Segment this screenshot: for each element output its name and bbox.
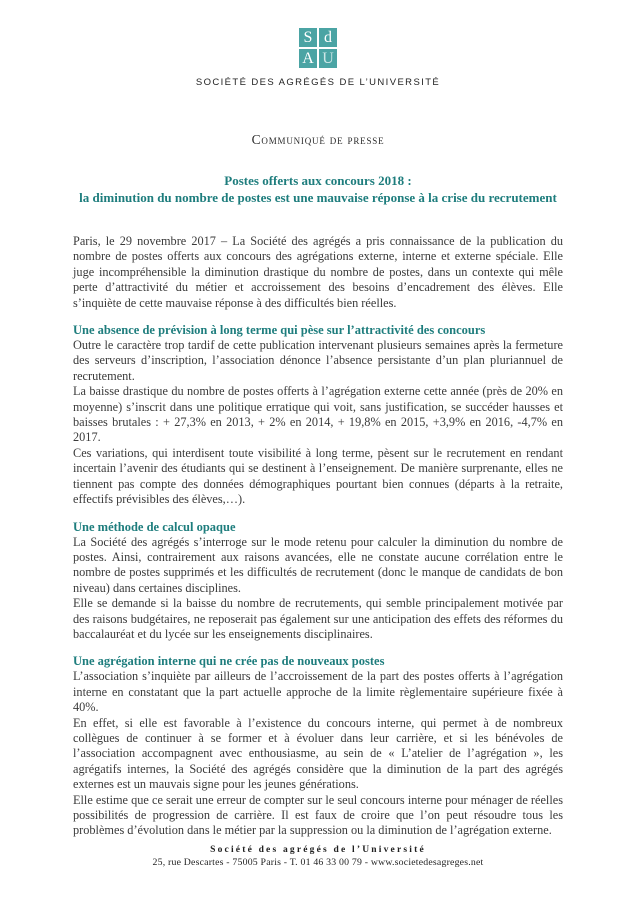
paragraph: La Société des agrégés s’interroge sur le mode retenu pour calculer la diminution du nombre de postes. Ainsi, contrairement aux raisons avancées, elle ne constate aucune corrélation entre le nombre de postes supprimés et les difficultés de recrutement (donc le manque de candidats de bon niveau) dans certaines disciplines. [73,534,563,595]
paragraph: L’association s’inquiète par ailleurs de l’accroissement de la part des postes offerts à l’agrégation interne en constatant que la part actuelle approche de la limite règlementaire supérieure fixée à 40%. [73,669,563,715]
section-heading: Une agrégation interne qui ne crée pas de nouveaux postes [73,654,385,669]
paragraph: Elle estime que ce serait une erreur de compter sur le seul concours interne pour ménager de réelles possibilités de progression de carrière. Il est faux de croire que l’on peut résoudre tous les problèmes d’évolution dans le métier par la suppression ou la diminution de l’agrégation externe. [73,792,563,838]
organization-name: SOCIÉTÉ DES AGRÉGÉS DE L’UNIVERSITÉ [195,77,441,88]
logo-letter-u: U [319,49,337,68]
intro-paragraph: Paris, le 29 novembre 2017 – La Société des agrégés a pris connaissance de la publication du nombre de postes offerts aux concours des agrégations externe, interne et externe spéciale. Elle juge incompréhensible la diminution drastique du nombre de postes, dans un contexte qui mêle perte d’attractivité du métier et accroissement des besoins d’encadrement des élèves. Elle s’inquiète de cette mauvaise réponse à des difficultés bien réelles. [73,234,563,310]
header [0,0,636,148]
section-attractivite [73,322,563,507]
logo-letter-d: d [319,28,337,47]
paragraph: Ces variations, qui interdisent toute visibilité à long terme, pèsent sur le recrutement en rendant incertain l’avenir des étudiants qui se destinent à l’enseignement. De manière surprenante, elles ne tiennent pas compte des données démographiques pourtant bien connues (départs à la retraite, effectifs prévisibles des élèves,…). [73,445,563,507]
paragraph: La baisse drastique du nombre de postes offerts à l’agrégation externe cette année (près de 20% en moyenne) s’inscrit dans une politique erratique qui voit, sans justification, se succéder hausses et baisses brutales : + 27,3% en 2013, + 2% en 2014, + 19,8% en 2015, +3,9% en 2016, -4,7% en 2017. [73,384,563,445]
page-title [36,172,600,206]
document-body [73,234,563,839]
footer-address-line: 25, rue Descartes - 75005 Paris - T. 01 46 33 00 79 - www.societedesagreges.net [152,857,484,868]
footer-organization-name: Société des agrégés de l’Université [210,845,426,855]
logo-letter-s: S [299,28,317,47]
section-agregation-interne [73,653,563,838]
logo-letter-a: A [299,49,317,68]
section-heading: Une absence de prévision à long terme qui pèse sur l’attractivité des concours [73,323,486,338]
paragraph: En effet, si elle est favorable à l’existence du concours interne, qui permet à de nombreux collègues de continuer à se former et à évoluer dans leur carrière, et si les bénévoles de l’association accompagnent avec enthousiasme, au sein de « L’atelier de l’agrégation », les agrégatifs internes, la Société des agrégés considère que la diminution de la part des agrégés externes est un mauvais signe pour les jeunes générations. [73,715,563,792]
page-title-line1: Postes offerts aux concours 2018 : [224,173,412,188]
footer [0,845,636,868]
section-heading: Une méthode de calcul opaque [73,519,236,534]
paragraph: Outre le caractère trop tardif de cette publication intervenant plusieurs semaines après la fermeture des serveurs d’inscription, l’association dénonce l’absence persistante d’un plan pluriannuel de recrutement. [73,338,563,383]
sdau-logo [299,28,337,68]
section-methode-calcul [73,519,563,643]
paragraph: Elle se demande si la baisse du nombre de recrutements, qui semble principalement motivée par des raisons budgétaires, ne reposerait pas également sur une anticipation des effets des réformes du baccalauréat et du lycée sur les enseignements disciplinaires. [73,596,563,641]
page-title-line2: la diminution du nombre de postes est une mauvaise réponse à la crise du recrutement [79,190,557,205]
document-type-label: Communiqué de presse [251,132,385,147]
